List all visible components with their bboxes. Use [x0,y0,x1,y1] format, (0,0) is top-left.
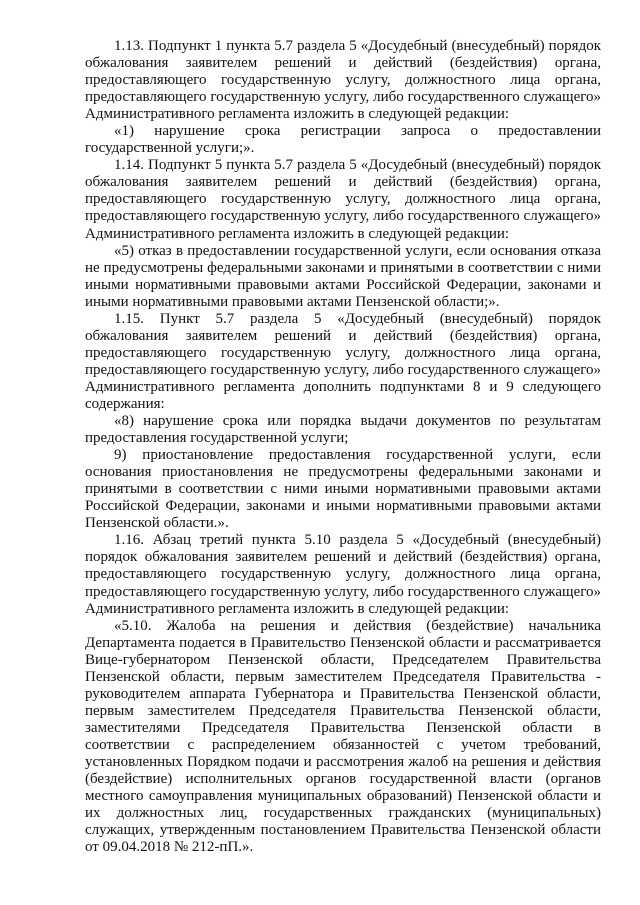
paragraph-1-15: 1.15. Пункт 5.7 раздела 5 «Досудебный (внесудебный) порядок обжалования заявителем решений и действий (бездействия) органа, предоставляющего государственную услугу, должностного лица органа, предоставляющего государственную услугу, либо государственного служащего» Административного регламента дополнить подпунктами 8 и 9 следующего содержания: [85,310,601,412]
paragraph-1-13: 1.13. Подпункт 1 пункта 5.7 раздела 5 «Досудебный (внесудебный) порядок обжалования заявителем решений и действий (бездействия) органа, предоставляющего государственную услугу, должностного лица органа, предоставляющего государственную услугу, либо государственного служащего» Административного регламента изложить в следующей редакции: [85,38,601,123]
quote-subitem-1: «1) нарушение срока регистрации запроса о предоставлении государственной услуги;». [85,123,601,157]
quote-subitem-9: 9) приостановление предоставления государственной услуги, если основания приостановления не предусмотрены федеральными законами и принятыми в соответствии с ними иными нормативными правовыми актами Российской Федерации, законами и иными нормативными правовыми актами Пензенской области.». [85,447,601,532]
quote-subitem-8: «8) нарушение срока или порядка выдачи документов по результатам предоставления государственной услуги; [85,413,601,447]
paragraph-1-16: 1.16. Абзац третий пункта 5.10 раздела 5 «Досудебный (внесудебный) порядок обжалования заявителем решений и действий (бездействия) органа, предоставляющего государственную услугу, должностного лица органа, предоставляющего государственную услугу, либо государственного служащего» Административного регламента изложить в следующей редакции: [85,532,601,617]
quote-subitem-5: «5) отказ в предоставлении государственной услуги, если основания отказа не предусмотрены федеральными законами и принятыми в соответствии с ними иными нормативными правовыми актами Российской Федерации, законами и иными нормативными правовыми актами Пензенской области;». [85,242,601,310]
paragraph-1-14: 1.14. Подпункт 5 пункта 5.7 раздела 5 «Досудебный (внесудебный) порядок обжалования заявителем решений и действий (бездействия) органа, предоставляющего государственную услугу, должностного лица органа, предоставляющего государственную услугу, либо государственного служащего» Административного регламента изложить в следующей редакции: [85,157,601,242]
document-page [85,38,601,856]
quote-item-5-10: «5.10. Жалоба на решения и действия (бездействие) начальника Департамента подается в Правительство Пензенской области и рассматривается Вице-губернатором Пензенской области, Председателем Правительства Пензенской области, первым заместителем Председателя Правительства - руководителем аппарата Губернатора и Правительства Пензенской области, первым заместителем Председателя Правительства Пензенской области, заместителями Председателя Правительства Пензенской области в соответствии с распределением обязанностей с учетом требований, установленных Порядком подачи и рассмотрения жалоб на решения и действия (бездействие) исполнительных органов государственной власти (органов местного самоуправления муниципальных образований) Пензенской области и их должностных лиц, государственных гражданских (муниципальных) служащих, утвержденным постановлением Правительства Пензенской области от 09.04.2018 № 212-пП.». [85,617,601,856]
